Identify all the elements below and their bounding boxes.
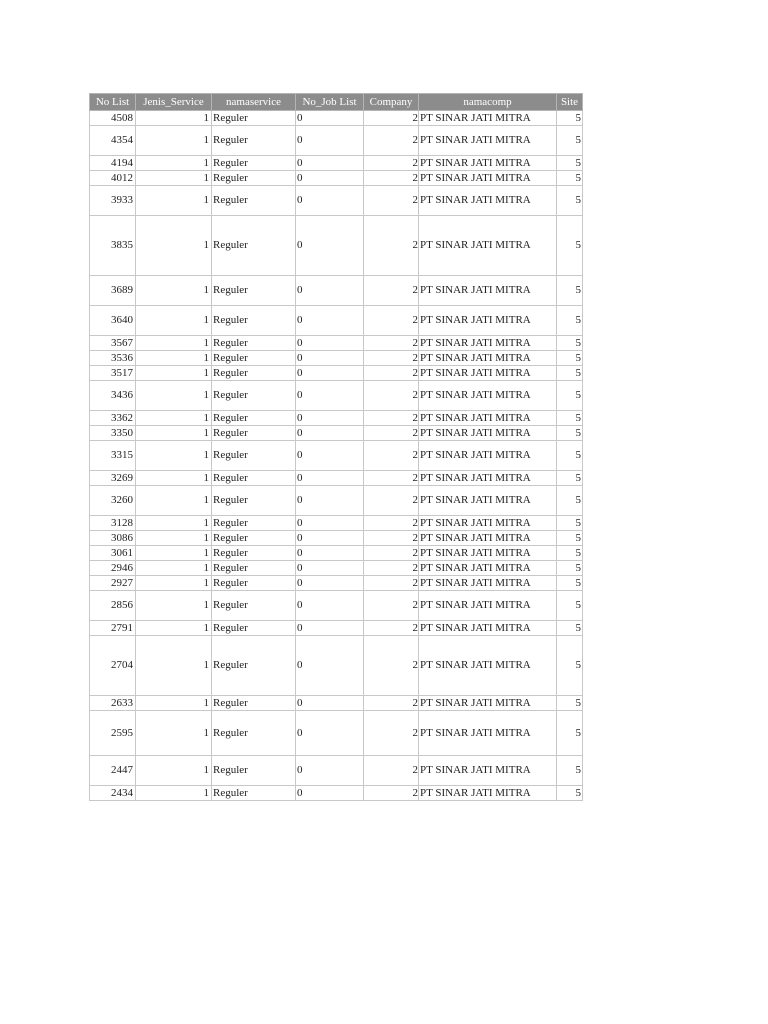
cell-namacomp: PT SINAR JATI MITRA — [419, 486, 557, 516]
cell-company: 2 — [364, 276, 419, 306]
cell-site: 5 — [557, 711, 583, 756]
cell-namacomp: PT SINAR JATI MITRA — [419, 591, 557, 621]
cell-jenis-service: 1 — [136, 711, 212, 756]
table-row — [90, 546, 583, 561]
cell-namaservice: Reguler — [212, 366, 296, 381]
cell-no-list: 2927 — [90, 576, 136, 591]
table-row — [90, 366, 583, 381]
cell-no-job-list: 0 — [296, 516, 364, 531]
cell-namacomp: PT SINAR JATI MITRA — [419, 441, 557, 471]
cell-no-list: 4012 — [90, 171, 136, 186]
cell-site: 5 — [557, 336, 583, 351]
column-header-namaservice: namaservice — [212, 94, 296, 111]
cell-jenis-service: 1 — [136, 531, 212, 546]
cell-namaservice: Reguler — [212, 576, 296, 591]
cell-site: 5 — [557, 111, 583, 126]
cell-namacomp: PT SINAR JATI MITRA — [419, 381, 557, 411]
cell-namacomp: PT SINAR JATI MITRA — [419, 696, 557, 711]
table-row — [90, 111, 583, 126]
cell-site: 5 — [557, 561, 583, 576]
cell-namacomp: PT SINAR JATI MITRA — [419, 306, 557, 336]
cell-no-list: 2434 — [90, 786, 136, 801]
cell-namaservice: Reguler — [212, 711, 296, 756]
table-row — [90, 591, 583, 621]
cell-jenis-service: 1 — [136, 426, 212, 441]
cell-no-list: 2595 — [90, 711, 136, 756]
cell-namaservice: Reguler — [212, 486, 296, 516]
cell-no-list: 3350 — [90, 426, 136, 441]
cell-no-list: 3260 — [90, 486, 136, 516]
cell-no-list: 3061 — [90, 546, 136, 561]
column-header-namacomp: namacomp — [419, 94, 557, 111]
cell-no-list: 3689 — [90, 276, 136, 306]
cell-namacomp: PT SINAR JATI MITRA — [419, 111, 557, 126]
cell-site: 5 — [557, 276, 583, 306]
cell-site: 5 — [557, 156, 583, 171]
cell-no-list: 3835 — [90, 216, 136, 276]
cell-namaservice: Reguler — [212, 351, 296, 366]
table-row — [90, 156, 583, 171]
cell-namaservice: Reguler — [212, 441, 296, 471]
cell-jenis-service: 1 — [136, 516, 212, 531]
cell-no-job-list: 0 — [296, 186, 364, 216]
cell-namaservice: Reguler — [212, 636, 296, 696]
cell-company: 2 — [364, 516, 419, 531]
cell-site: 5 — [557, 186, 583, 216]
table-row — [90, 711, 583, 756]
table-row — [90, 756, 583, 786]
cell-site: 5 — [557, 411, 583, 426]
column-header-no-list: No List — [90, 94, 136, 111]
cell-no-job-list: 0 — [296, 111, 364, 126]
cell-namaservice: Reguler — [212, 561, 296, 576]
cell-jenis-service: 1 — [136, 336, 212, 351]
cell-no-list: 3517 — [90, 366, 136, 381]
cell-namacomp: PT SINAR JATI MITRA — [419, 561, 557, 576]
cell-company: 2 — [364, 336, 419, 351]
cell-company: 2 — [364, 381, 419, 411]
cell-company: 2 — [364, 411, 419, 426]
cell-namacomp: PT SINAR JATI MITRA — [419, 411, 557, 426]
cell-namaservice: Reguler — [212, 111, 296, 126]
cell-company: 2 — [364, 471, 419, 486]
cell-no-list: 3640 — [90, 306, 136, 336]
cell-namaservice: Reguler — [212, 756, 296, 786]
cell-site: 5 — [557, 441, 583, 471]
cell-namaservice: Reguler — [212, 411, 296, 426]
cell-no-job-list: 0 — [296, 336, 364, 351]
cell-site: 5 — [557, 546, 583, 561]
cell-jenis-service: 1 — [136, 621, 212, 636]
cell-namaservice: Reguler — [212, 306, 296, 336]
cell-jenis-service: 1 — [136, 171, 212, 186]
cell-site: 5 — [557, 126, 583, 156]
cell-company: 2 — [364, 696, 419, 711]
cell-namacomp: PT SINAR JATI MITRA — [419, 351, 557, 366]
cell-site: 5 — [557, 621, 583, 636]
cell-no-list: 3128 — [90, 516, 136, 531]
cell-namaservice: Reguler — [212, 786, 296, 801]
cell-no-job-list: 0 — [296, 381, 364, 411]
cell-site: 5 — [557, 756, 583, 786]
cell-site: 5 — [557, 531, 583, 546]
cell-company: 2 — [364, 711, 419, 756]
cell-site: 5 — [557, 471, 583, 486]
cell-jenis-service: 1 — [136, 576, 212, 591]
cell-no-job-list: 0 — [296, 171, 364, 186]
table-row — [90, 351, 583, 366]
cell-jenis-service: 1 — [136, 186, 212, 216]
cell-no-job-list: 0 — [296, 426, 364, 441]
cell-namaservice: Reguler — [212, 516, 296, 531]
table-row — [90, 171, 583, 186]
cell-namaservice: Reguler — [212, 471, 296, 486]
cell-namacomp: PT SINAR JATI MITRA — [419, 516, 557, 531]
cell-jenis-service: 1 — [136, 111, 212, 126]
cell-jenis-service: 1 — [136, 786, 212, 801]
cell-no-list: 2791 — [90, 621, 136, 636]
cell-site: 5 — [557, 381, 583, 411]
cell-no-job-list: 0 — [296, 306, 364, 336]
table-header-row — [90, 94, 583, 111]
table-row — [90, 276, 583, 306]
table-body — [90, 111, 583, 801]
cell-jenis-service: 1 — [136, 351, 212, 366]
cell-no-list: 3567 — [90, 336, 136, 351]
cell-no-list: 3362 — [90, 411, 136, 426]
cell-namaservice: Reguler — [212, 216, 296, 276]
cell-no-list: 3933 — [90, 186, 136, 216]
cell-namaservice: Reguler — [212, 531, 296, 546]
table-row — [90, 531, 583, 546]
cell-company: 2 — [364, 306, 419, 336]
cell-namacomp: PT SINAR JATI MITRA — [419, 531, 557, 546]
table-row — [90, 381, 583, 411]
cell-namacomp: PT SINAR JATI MITRA — [419, 171, 557, 186]
cell-namacomp: PT SINAR JATI MITRA — [419, 366, 557, 381]
table-row — [90, 561, 583, 576]
cell-namacomp: PT SINAR JATI MITRA — [419, 621, 557, 636]
table-row — [90, 186, 583, 216]
cell-no-job-list: 0 — [296, 486, 364, 516]
cell-no-list: 2447 — [90, 756, 136, 786]
table-row — [90, 621, 583, 636]
table-row — [90, 426, 583, 441]
column-header-company: Company — [364, 94, 419, 111]
cell-site: 5 — [557, 486, 583, 516]
cell-namaservice: Reguler — [212, 156, 296, 171]
cell-jenis-service: 1 — [136, 306, 212, 336]
cell-no-job-list: 0 — [296, 126, 364, 156]
cell-site: 5 — [557, 786, 583, 801]
cell-no-job-list: 0 — [296, 156, 364, 171]
cell-site: 5 — [557, 351, 583, 366]
cell-company: 2 — [364, 111, 419, 126]
cell-namacomp: PT SINAR JATI MITRA — [419, 786, 557, 801]
cell-no-job-list: 0 — [296, 546, 364, 561]
cell-site: 5 — [557, 636, 583, 696]
cell-namaservice: Reguler — [212, 696, 296, 711]
cell-company: 2 — [364, 126, 419, 156]
cell-no-job-list: 0 — [296, 711, 364, 756]
cell-no-job-list: 0 — [296, 576, 364, 591]
cell-jenis-service: 1 — [136, 411, 212, 426]
cell-namacomp: PT SINAR JATI MITRA — [419, 471, 557, 486]
cell-no-job-list: 0 — [296, 366, 364, 381]
cell-no-list: 3086 — [90, 531, 136, 546]
cell-site: 5 — [557, 696, 583, 711]
cell-no-job-list: 0 — [296, 636, 364, 696]
cell-no-list: 4194 — [90, 156, 136, 171]
table-row — [90, 441, 583, 471]
cell-no-job-list: 0 — [296, 441, 364, 471]
cell-jenis-service: 1 — [136, 381, 212, 411]
cell-namaservice: Reguler — [212, 171, 296, 186]
cell-no-list: 3315 — [90, 441, 136, 471]
cell-jenis-service: 1 — [136, 546, 212, 561]
cell-jenis-service: 1 — [136, 156, 212, 171]
cell-jenis-service: 1 — [136, 756, 212, 786]
cell-no-list: 2633 — [90, 696, 136, 711]
table-row — [90, 486, 583, 516]
cell-namacomp: PT SINAR JATI MITRA — [419, 126, 557, 156]
cell-no-job-list: 0 — [296, 471, 364, 486]
cell-no-list: 2946 — [90, 561, 136, 576]
cell-site: 5 — [557, 426, 583, 441]
column-header-site: Site — [557, 94, 583, 111]
cell-jenis-service: 1 — [136, 366, 212, 381]
cell-company: 2 — [364, 156, 419, 171]
cell-jenis-service: 1 — [136, 276, 212, 306]
table-row — [90, 576, 583, 591]
cell-company: 2 — [364, 786, 419, 801]
cell-no-job-list: 0 — [296, 786, 364, 801]
cell-jenis-service: 1 — [136, 216, 212, 276]
cell-jenis-service: 1 — [136, 126, 212, 156]
cell-namacomp: PT SINAR JATI MITRA — [419, 336, 557, 351]
cell-no-job-list: 0 — [296, 531, 364, 546]
cell-no-job-list: 0 — [296, 621, 364, 636]
cell-company: 2 — [364, 576, 419, 591]
cell-namaservice: Reguler — [212, 186, 296, 216]
cell-no-list: 4354 — [90, 126, 136, 156]
cell-namacomp: PT SINAR JATI MITRA — [419, 756, 557, 786]
cell-site: 5 — [557, 216, 583, 276]
cell-namaservice: Reguler — [212, 126, 296, 156]
cell-namacomp: PT SINAR JATI MITRA — [419, 216, 557, 276]
table-row — [90, 636, 583, 696]
cell-company: 2 — [364, 186, 419, 216]
cell-namacomp: PT SINAR JATI MITRA — [419, 426, 557, 441]
table-row — [90, 786, 583, 801]
cell-site: 5 — [557, 576, 583, 591]
cell-jenis-service: 1 — [136, 591, 212, 621]
table-row — [90, 306, 583, 336]
cell-no-job-list: 0 — [296, 411, 364, 426]
cell-company: 2 — [364, 531, 419, 546]
table-row — [90, 471, 583, 486]
cell-no-job-list: 0 — [296, 591, 364, 621]
cell-namaservice: Reguler — [212, 591, 296, 621]
cell-no-job-list: 0 — [296, 696, 364, 711]
cell-company: 2 — [364, 636, 419, 696]
cell-namaservice: Reguler — [212, 426, 296, 441]
cell-no-list: 3436 — [90, 381, 136, 411]
cell-no-job-list: 0 — [296, 756, 364, 786]
cell-company: 2 — [364, 486, 419, 516]
cell-namaservice: Reguler — [212, 276, 296, 306]
cell-namacomp: PT SINAR JATI MITRA — [419, 276, 557, 306]
cell-namacomp: PT SINAR JATI MITRA — [419, 711, 557, 756]
cell-namacomp: PT SINAR JATI MITRA — [419, 636, 557, 696]
cell-namacomp: PT SINAR JATI MITRA — [419, 156, 557, 171]
cell-jenis-service: 1 — [136, 441, 212, 471]
cell-no-list: 4508 — [90, 111, 136, 126]
cell-jenis-service: 1 — [136, 636, 212, 696]
cell-company: 2 — [364, 441, 419, 471]
cell-company: 2 — [364, 366, 419, 381]
cell-site: 5 — [557, 591, 583, 621]
column-header-jenis-service: Jenis_Service — [136, 94, 212, 111]
cell-namaservice: Reguler — [212, 381, 296, 411]
cell-jenis-service: 1 — [136, 696, 212, 711]
cell-company: 2 — [364, 216, 419, 276]
cell-jenis-service: 1 — [136, 561, 212, 576]
cell-jenis-service: 1 — [136, 471, 212, 486]
cell-site: 5 — [557, 366, 583, 381]
cell-company: 2 — [364, 621, 419, 636]
cell-site: 5 — [557, 306, 583, 336]
cell-namaservice: Reguler — [212, 336, 296, 351]
cell-no-job-list: 0 — [296, 276, 364, 306]
cell-no-list: 3536 — [90, 351, 136, 366]
cell-no-list: 2856 — [90, 591, 136, 621]
table-row — [90, 516, 583, 531]
cell-company: 2 — [364, 546, 419, 561]
column-header-no-job-list: No_Job List — [296, 94, 364, 111]
cell-company: 2 — [364, 171, 419, 186]
cell-company: 2 — [364, 591, 419, 621]
cell-namacomp: PT SINAR JATI MITRA — [419, 546, 557, 561]
cell-company: 2 — [364, 426, 419, 441]
table-row — [90, 696, 583, 711]
cell-company: 2 — [364, 756, 419, 786]
data-table — [89, 93, 583, 801]
table-row — [90, 411, 583, 426]
table-row — [90, 336, 583, 351]
table-row — [90, 126, 583, 156]
cell-no-list: 2704 — [90, 636, 136, 696]
cell-no-job-list: 0 — [296, 561, 364, 576]
cell-no-job-list: 0 — [296, 351, 364, 366]
cell-site: 5 — [557, 516, 583, 531]
cell-namacomp: PT SINAR JATI MITRA — [419, 576, 557, 591]
cell-site: 5 — [557, 171, 583, 186]
cell-company: 2 — [364, 351, 419, 366]
cell-namaservice: Reguler — [212, 621, 296, 636]
cell-namacomp: PT SINAR JATI MITRA — [419, 186, 557, 216]
cell-no-list: 3269 — [90, 471, 136, 486]
table-row — [90, 216, 583, 276]
cell-jenis-service: 1 — [136, 486, 212, 516]
cell-company: 2 — [364, 561, 419, 576]
cell-namaservice: Reguler — [212, 546, 296, 561]
cell-no-job-list: 0 — [296, 216, 364, 276]
